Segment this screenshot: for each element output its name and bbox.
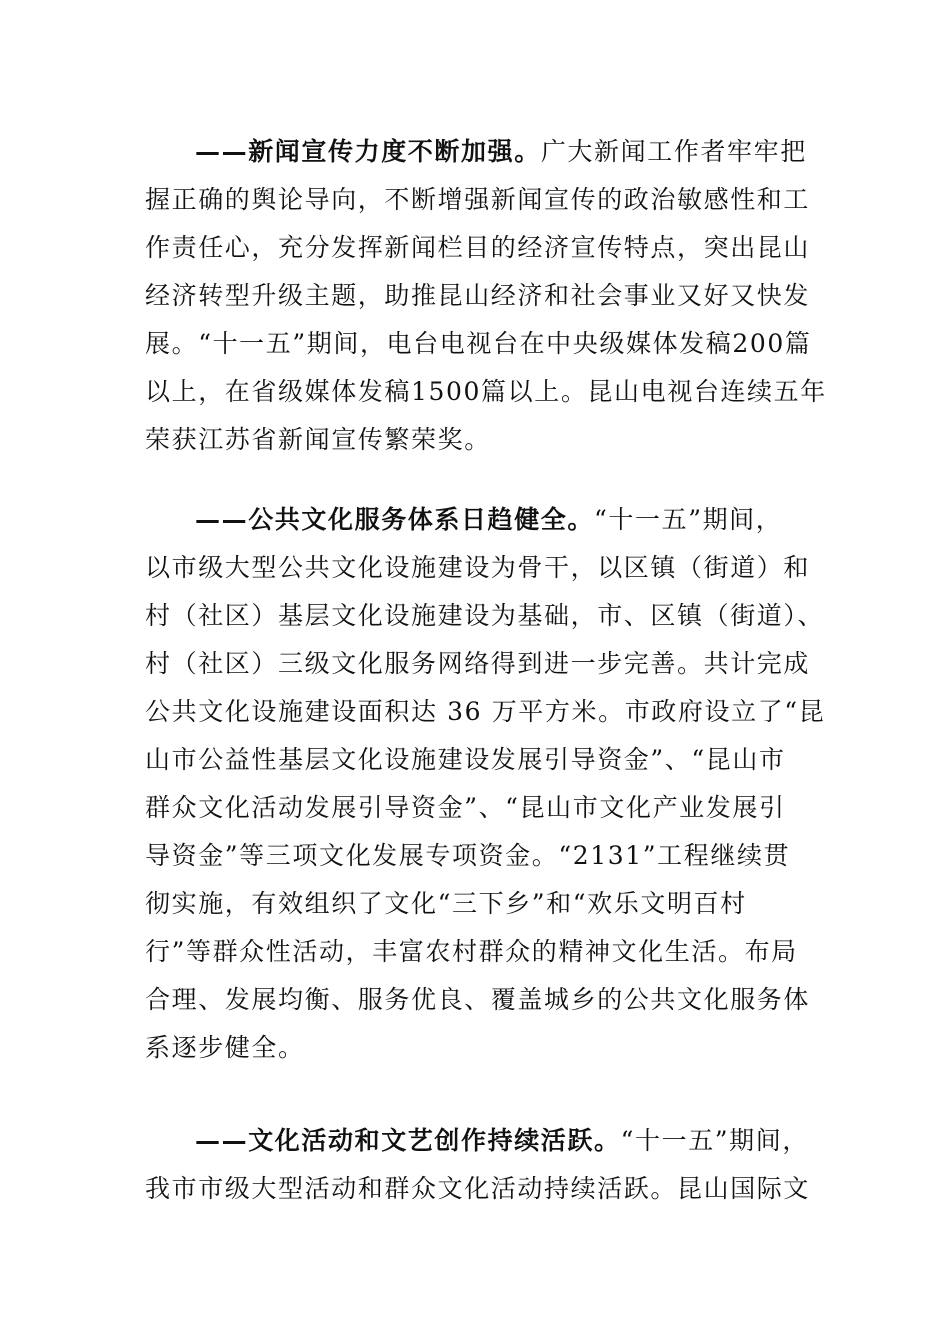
paragraph-first-line bbox=[145, 128, 805, 176]
paragraph-heading: ——新闻宣传力度不断加强。 bbox=[195, 137, 541, 166]
text-line: 作责任心，充分发挥新闻栏目的经济宣传特点，突出昆山 bbox=[145, 233, 811, 262]
paragraph-public-culture-service bbox=[145, 496, 826, 1072]
text-line: 群众文化活动发展引导资金”、“昆山市文化产业发展引 bbox=[145, 793, 786, 822]
paragraph-heading: ——公共文化服务体系日趋健全。 bbox=[195, 505, 595, 534]
text-line: 公共文化设施建设面积达 36 万平方米。市政府设立了“昆 bbox=[145, 697, 826, 726]
text-line: 山市公益性基层文化设施建设发展引导资金”、“昆山市 bbox=[145, 745, 786, 774]
text-line: 系逐步健全。 bbox=[145, 1033, 305, 1062]
text-line: 经济转型升级主题，助推昆山经济和社会事业又好又快发 bbox=[145, 281, 811, 310]
text-line: 我市市级大型活动和群众文化活动持续活跃。昆山国际文 bbox=[145, 1174, 811, 1203]
text-line: “十一五”期间， bbox=[594, 505, 783, 534]
text-line: 握正确的舆论导向，不断增强新闻宣传的政治敏感性和工 bbox=[145, 185, 811, 214]
text-line: 荣获江苏省新闻宣传繁荣奖。 bbox=[145, 425, 491, 454]
paragraph-heading: ——文化活动和文艺创作持续活跃。 bbox=[195, 1126, 621, 1155]
text-line: 展。“十一五”期间，电台电视台在中央级媒体发稿200篇 bbox=[145, 329, 812, 358]
text-line: 合理、发展均衡、服务优良、覆盖城乡的公共文化服务体 bbox=[145, 985, 811, 1014]
text-line: 以上，在省级媒体发稿1500篇以上。昆山电视台连续五年 bbox=[145, 377, 827, 406]
text-line: 导资金”等三项文化发展专项资金。“2131”工程继续贯 bbox=[145, 841, 791, 870]
paragraph-first-line bbox=[145, 1117, 809, 1165]
text-line: 村（社区）三级文化服务网络得到进一步完善。共计完成 bbox=[145, 649, 811, 678]
paragraph-cultural-activities bbox=[145, 1117, 811, 1213]
text-line: 彻实施，有效组织了文化“三下乡”和“欢乐文明百村 bbox=[145, 889, 747, 918]
paragraph-news-publicity bbox=[145, 128, 827, 464]
text-line: 以市级大型公共文化设施建设为骨干，以区镇（街道）和 bbox=[145, 553, 811, 582]
text-line: 广大新闻工作者牢牢把 bbox=[540, 137, 807, 166]
text-line: 村（社区）基层文化设施建设为基础，市、区镇（街道）、 bbox=[145, 601, 825, 630]
text-line: “十一五”期间， bbox=[620, 1126, 809, 1155]
text-line: 行”等群众性活动，丰富农村群众的精神文化生活。布局 bbox=[145, 937, 798, 966]
paragraph-first-line bbox=[145, 496, 805, 544]
